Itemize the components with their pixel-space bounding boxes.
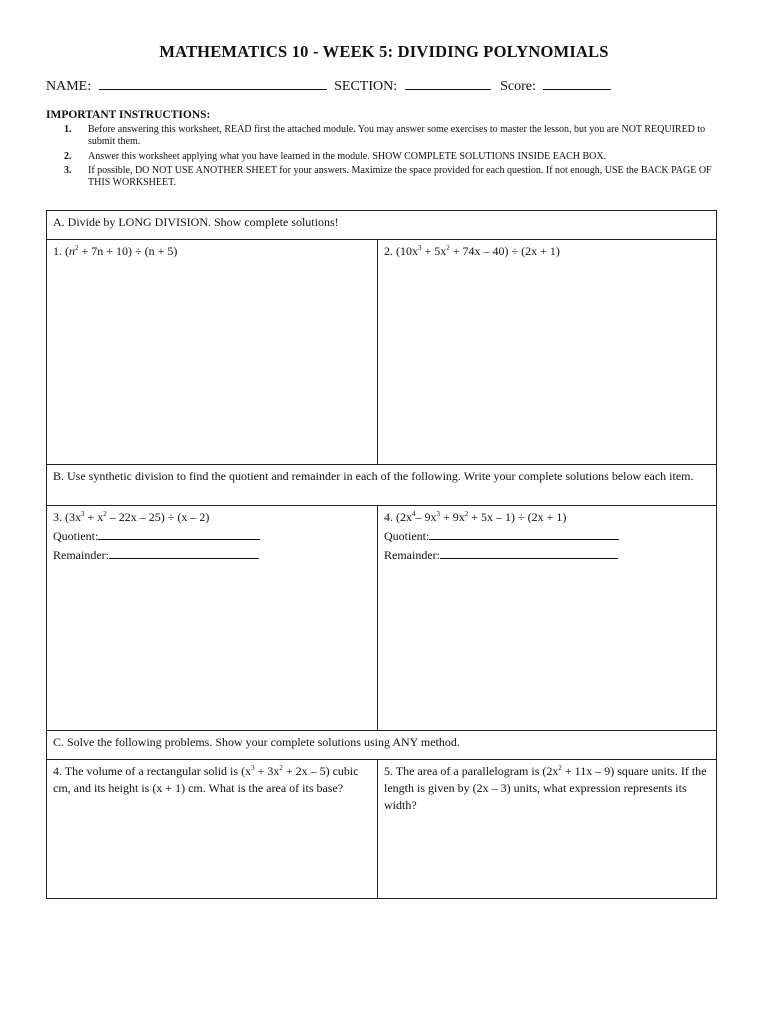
answer-box-c5[interactable] bbox=[378, 760, 717, 899]
problem-c5: 5. The area of a parallelogram is $(2x^2 + 11x - 9)$ square units. If the length is given by (2x – 3) units, what expression represents its width? bbox=[384, 764, 707, 812]
section-a-heading: A. Divide by LONG DIVISION. Show complete solutions! bbox=[47, 211, 717, 240]
remainder-line-3: Remainder: bbox=[53, 545, 371, 564]
section-label: SECTION: bbox=[334, 79, 398, 94]
section-c-heading: C. Solve the following problems. Show your complete solutions using ANY method. bbox=[47, 731, 717, 760]
instruction-item: 2. Answer this worksheet applying what you have learned in the module. SHOW COMPLETE SOLUTIONS INSIDE EACH BOX. bbox=[64, 150, 607, 162]
remainder-blank-3[interactable] bbox=[109, 545, 259, 559]
score-label: Score: bbox=[500, 79, 536, 94]
section-b-heading: B. Use synthetic division to find the quotient and remainder in each of the following. Write your complete solutions below each item. bbox=[47, 465, 717, 506]
answer-box-3[interactable] bbox=[47, 506, 378, 731]
section-blank[interactable] bbox=[405, 76, 491, 90]
instructions-list bbox=[46, 124, 718, 191]
answer-box-4[interactable] bbox=[378, 506, 717, 731]
problem-3: 3. $(3x^3 + x^2 - 22x - 25) \div (x - 2)$ bbox=[53, 510, 210, 524]
problem-1: 1. $(n^2 + 7n + 10) \div (n + 5)$ bbox=[53, 244, 178, 258]
worksheet-title: MATHEMATICS 10 - WEEK 5: DIVIDING POLYNOMIALS bbox=[159, 42, 609, 61]
quotient-line-4: Quotient: bbox=[384, 526, 710, 545]
instruction-item: 1. Before answering this worksheet, READ first the attached module. You may answer some exercises to master the lesson, but you are NOT REQUIRED to submit them. bbox=[64, 124, 706, 148]
problem-2: 2. $(10x^3 + 5x^2 + 74x - 40) \div (2x + 1)$ bbox=[384, 244, 560, 258]
quotient-blank-4[interactable] bbox=[429, 526, 619, 540]
instructions-heading: IMPORTANT INSTRUCTIONS: bbox=[46, 109, 211, 121]
header-fields bbox=[46, 76, 611, 95]
answer-box-c4[interactable] bbox=[47, 760, 378, 899]
worksheet-table bbox=[46, 210, 717, 899]
remainder-line-4: Remainder: bbox=[384, 545, 710, 564]
name-blank[interactable] bbox=[99, 76, 327, 90]
instruction-item: 3. If possible, DO NOT USE ANOTHER SHEET for your answers. Maximize the space provided for each question. If not enough, USE the BACK PAGE OF THIS WORKSHEET. bbox=[64, 164, 712, 189]
score-blank[interactable] bbox=[543, 76, 611, 90]
quotient-line-3: Quotient: bbox=[53, 526, 371, 545]
problem-c4: 4. The volume of a rectangular solid is $(x^3 + 3x^2 + 2x - 5)$ cubic cm, and its height is (x + 1) cm. What is the area of its base? bbox=[53, 764, 359, 795]
answer-box-1[interactable] bbox=[47, 240, 378, 465]
quotient-blank-3[interactable] bbox=[98, 526, 260, 540]
answer-box-2[interactable] bbox=[378, 240, 717, 465]
remainder-blank-4[interactable] bbox=[440, 545, 618, 559]
name-label: NAME: bbox=[46, 79, 92, 94]
problem-4: 4. ($2x^4-$ $9x^3 + 9x^2 + 5x - 1) \div (2x + 1)$ bbox=[384, 510, 567, 524]
